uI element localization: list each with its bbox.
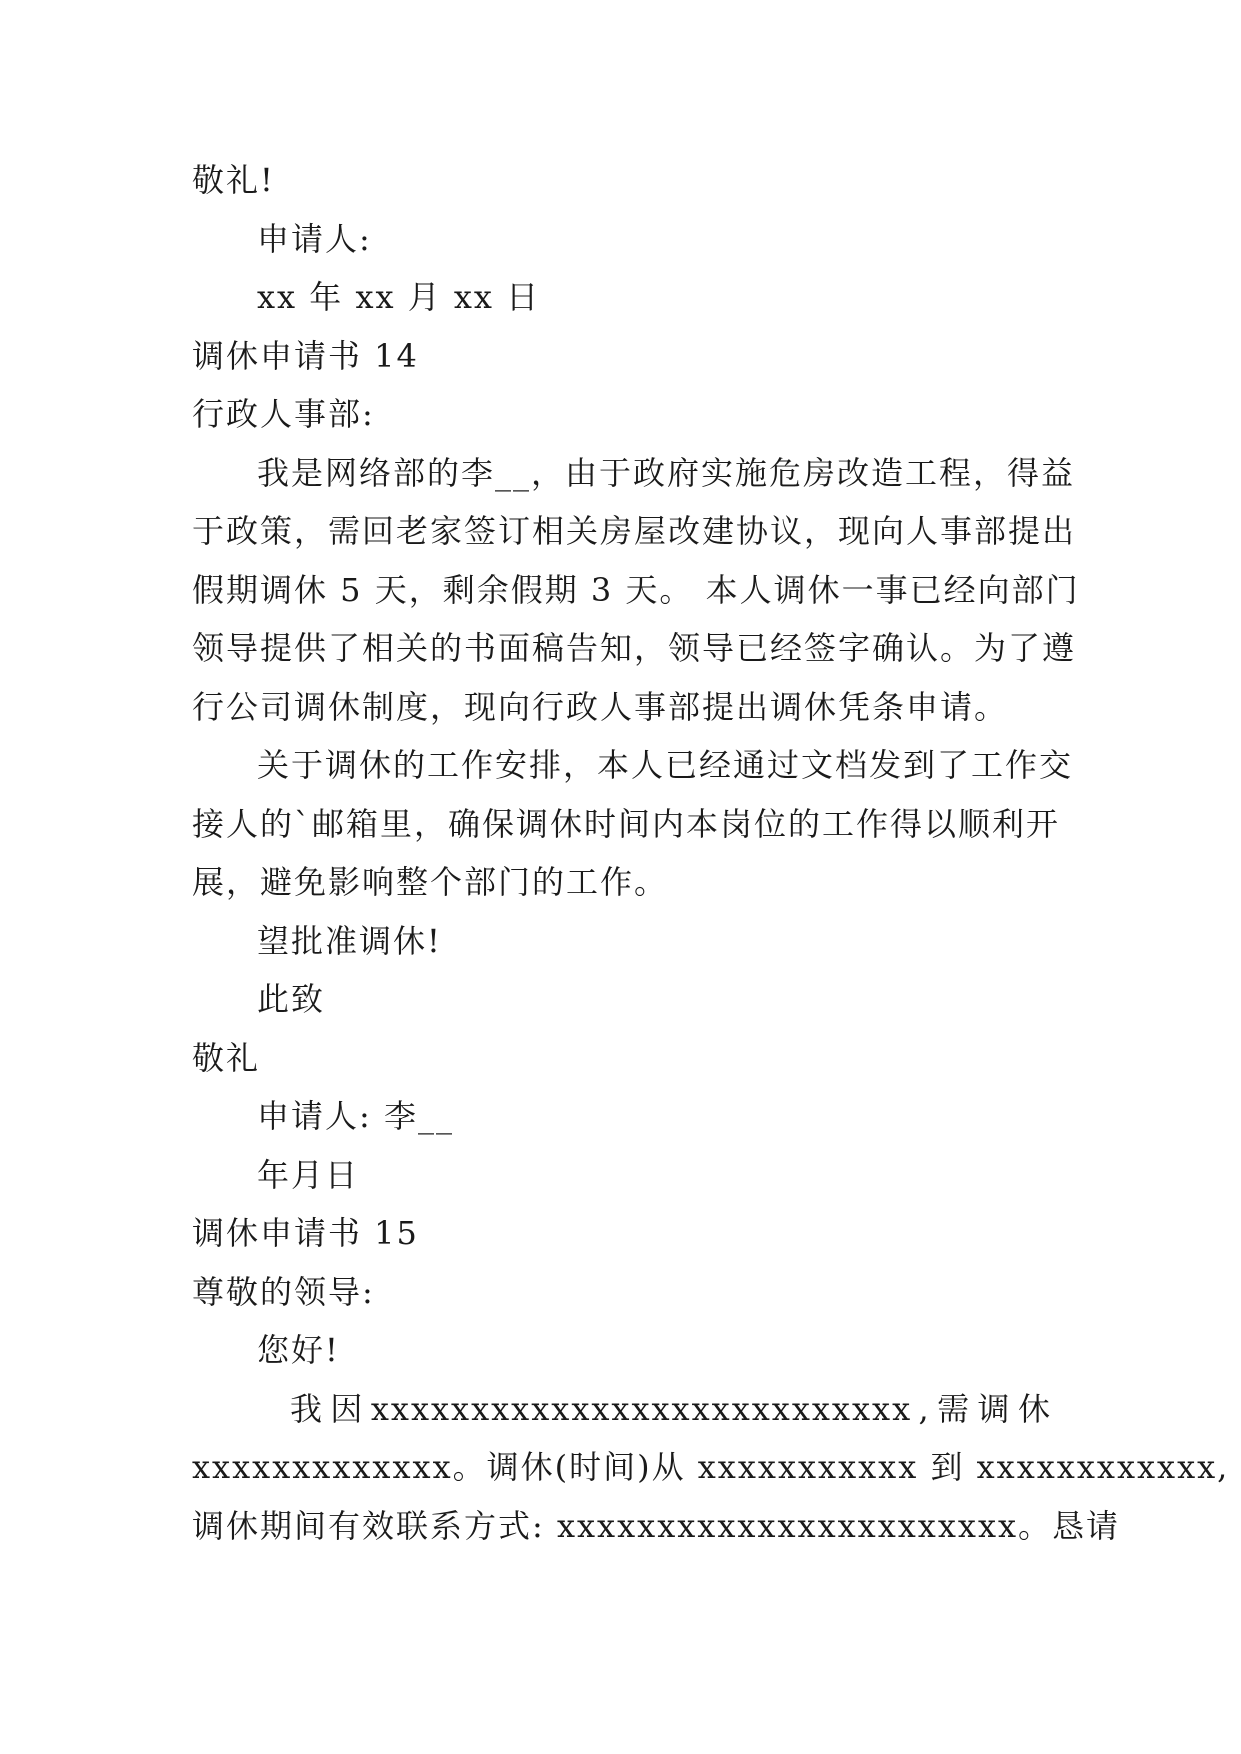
body-paragraph	[192, 736, 1074, 912]
paragraph-line: 展，避免影响整个部门的工作。	[192, 863, 669, 901]
letter-title: 调休申请书 14	[192, 336, 419, 375]
paragraph-fragment: 因	[330, 1389, 365, 1428]
paragraph-fragment: 需	[937, 1389, 972, 1428]
paragraph-fragment: xxxxxxxxxxxxxxxxxxxxxxxxxxx	[370, 1389, 913, 1428]
paragraph-line: 领导提供了相关的书面稿告知，领导已经签字确认。为了遵	[192, 629, 1077, 667]
paragraph-line: 关于调休的工作安排，本人已经通过文档发到了工作交	[257, 746, 1074, 784]
paragraph-fragment: 休	[1017, 1389, 1052, 1428]
closing-salute: 敬礼!	[192, 161, 275, 199]
paragraph-fragment: 我	[290, 1389, 325, 1428]
closing-salute: 敬礼	[192, 1038, 261, 1077]
paragraph-line: 行公司调休制度，现向行政人事部提出调休凭条申请。	[192, 687, 1009, 726]
paragraph-line: 接人的`邮箱里，确保调休时间内本岗位的工作得以顺利开	[192, 804, 1061, 843]
paragraph-line	[192, 1380, 1052, 1439]
body-paragraph	[192, 1380, 1230, 1556]
request-line: 望批准调休!	[257, 921, 442, 960]
paragraph-fragment: ,	[918, 1389, 931, 1428]
paragraph-line: 我是网络部的李__，由于政府实施危房改造工程，得益	[257, 453, 1076, 492]
paragraph-line: 调休期间有效联系方式: xxxxxxxxxxxxxxxxxxxxxxx。恳请	[192, 1506, 1121, 1545]
paragraph-line: 假期调休 5 天，剩余假期 3 天。 本人调休一事已经向部门	[192, 570, 1080, 609]
paragraph-line: 于政策，需回老家签订相关房屋改建协议，现向人事部提出	[192, 512, 1077, 550]
applicant-line: 申请人:	[257, 219, 372, 258]
cizhi-line: 此致	[257, 980, 326, 1018]
greeting-line: 您好!	[257, 1331, 340, 1369]
recipient-line: 尊敬的领导:	[192, 1272, 375, 1311]
paragraph-line: xxxxxxxxxxxxx。调休(时间)从 xxxxxxxxxxx 到 xxxxxxxxxxxx,	[192, 1448, 1230, 1486]
letter-title: 调休申请书 15	[192, 1214, 419, 1252]
date-line: xx 年 xx 月 xx 日	[257, 278, 541, 316]
recipient-line: 行政人事部:	[192, 395, 375, 433]
body-paragraph	[192, 444, 1080, 737]
date-line: 年月日	[257, 1155, 360, 1194]
applicant-line: 申请人: 李__	[257, 1097, 454, 1135]
document-body	[192, 151, 1230, 1555]
paragraph-fragment: 调	[977, 1389, 1012, 1428]
